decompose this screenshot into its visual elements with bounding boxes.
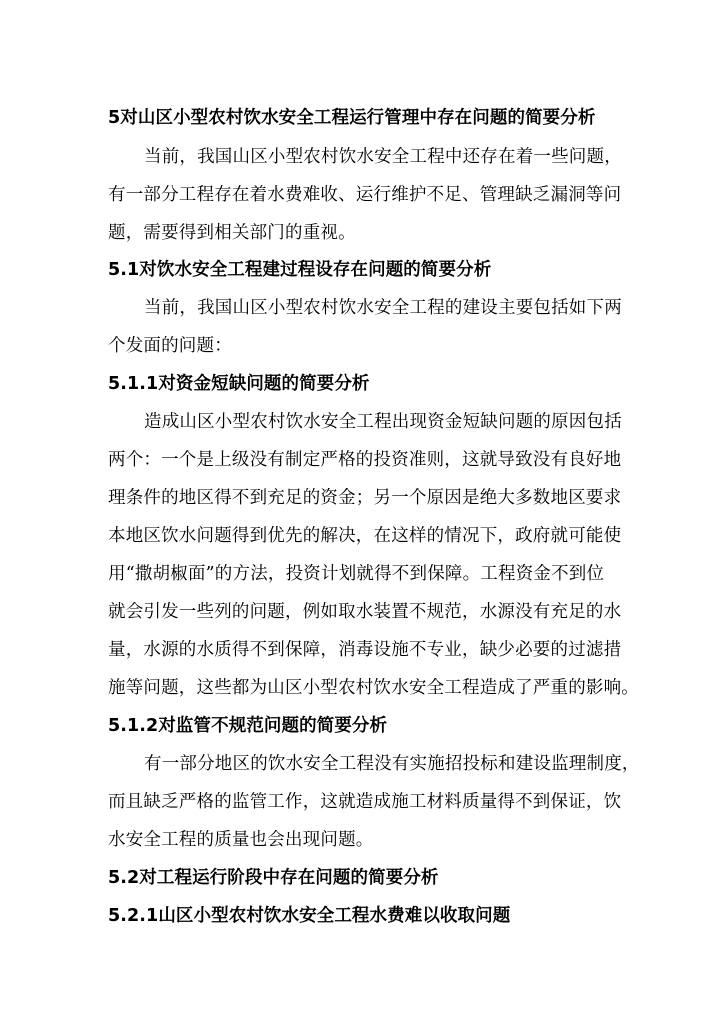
paragraph-line: 两个：一个是上级没有制定严格的投资准则，这就导致没有良好地 [108,450,622,470]
paragraph-line: 而且缺乏严格的监管工作，这就造成施工材料质量得不到保证，饮 [108,792,622,812]
paragraph-line: 当前，我国山区小型农村饮水安全工程的建设主要包括如下两 [144,298,622,318]
heading-5-1: 5.1对饮水安全工程建过程设存在问题的简要分析 [108,260,492,280]
paragraph-line: 题，需要得到相关部门的重视。 [108,223,356,243]
heading-5-2-1: 5.2.1山区小型农村饮水安全工程水费难以收取问题 [108,906,511,926]
paragraph-line: 理条件的地区得不到充足的资金；另一个原因是绝大多数地区要求 [108,488,622,508]
paragraph-line: 水安全工程的质量也会出现问题。 [108,830,374,850]
paragraph-line: 造成山区小型农村饮水安全工程出现资金短缺问题的原因包括 [144,412,622,432]
paragraph-line: 量，水源的水质得不到保障，消毒设施不专业，缺少必要的过滤措 [108,640,622,660]
paragraph-line: 个发面的问题： [108,336,232,356]
heading-5: 5对山区小型农村饮水安全工程运行管理中存在问题的简要分析 [108,108,596,128]
paragraph-line: 当前，我国山区小型农村饮水安全工程中还存在着一些问题， [144,147,622,167]
heading-5-1-1: 5.1.1对资金短缺问题的简要分析 [108,374,370,394]
paragraph-line: 用“撒胡椒面”的方法，投资计划就得不到保障。工程资金不到位 [108,564,605,584]
paragraph-line: 本地区饮水问题得到优先的解决，在这样的情况下，政府就可能使 [108,526,622,546]
paragraph-line: 就会引发一些列的问题，例如取水装置不规范，水源没有充足的水 [108,602,622,622]
paragraph-line: 有一部分工程存在着水费难收、运行维护不足、管理缺乏漏洞等问 [108,185,622,205]
paragraph-line: 施等问题，这些都为山区小型农村饮水安全工程造成了严重的影响。 [108,678,639,698]
paragraph-line: 有一部分地区的饮水安全工程没有实施招投标和建设监理制度， [144,754,640,774]
heading-5-2: 5.2对工程运行阶段中存在问题的简要分析 [108,868,439,888]
heading-5-1-2: 5.1.2对监管不规范问题的简要分析 [108,716,388,736]
